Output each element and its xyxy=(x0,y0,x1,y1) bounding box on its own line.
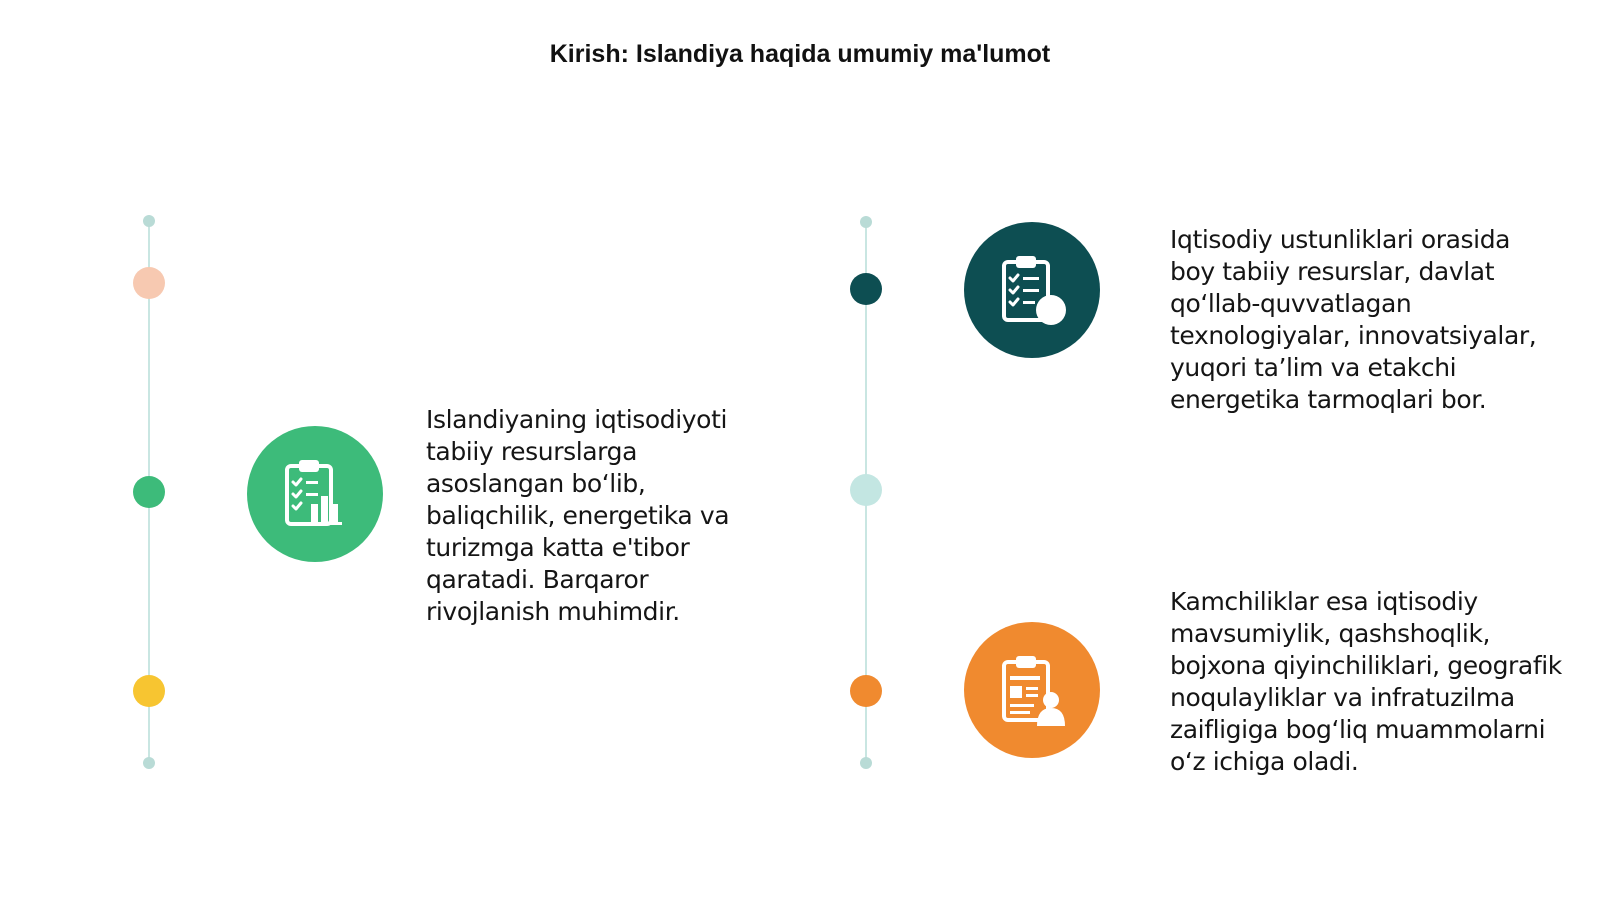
timeline-dot-light-teal xyxy=(850,474,882,506)
timeline-right xyxy=(846,0,886,900)
clipboard-bar-chart-icon xyxy=(275,454,355,534)
item-3-icon-badge xyxy=(964,622,1100,758)
item-2-icon-badge xyxy=(964,222,1100,358)
clipboard-user-icon xyxy=(992,650,1072,730)
timeline-start-dot xyxy=(143,215,155,227)
timeline-end-dot xyxy=(860,757,872,769)
timeline-dot-green xyxy=(133,476,165,508)
timeline-dot-peach xyxy=(133,267,165,299)
item-3-description: Kamchiliklar esa iqtisodiy mavsumiylik, qashshoqlik, bojxona qiyinchiliklari, geografik noqulayliklar va infratuzilma zaifligiga bog‘liq muammolarni o‘z ichiga oladi. xyxy=(1170,587,1562,776)
timeline-left xyxy=(129,0,169,900)
timeline-dot-yellow xyxy=(133,675,165,707)
timeline-dot-dark-teal xyxy=(850,273,882,305)
timeline-start-dot xyxy=(860,216,872,228)
item-2-description: Iqtisodiy ustunliklari orasida boy tabiiy resurslar, davlat qo‘llab-quvvatlagan texnologiyalar, innovatsiyalar, yuqori ta’lim va etakchi energetika tarmoqlari bor. xyxy=(1170,225,1537,414)
timeline-dot-orange xyxy=(850,675,882,707)
clipboard-checklist-icon xyxy=(992,250,1072,330)
page-title: Kirish: Islandiya haqida umumiy ma'lumot xyxy=(549,40,1051,68)
item-1-description: Islandiyaning iqtisodiyoti tabiiy resurslarga asoslangan bo‘lib, baliqchilik, energetika va turizmga katta e'tibor qaratadi. Barqaror rivojlanish muhimdir. xyxy=(426,405,730,626)
item-1-icon-badge xyxy=(247,426,383,562)
timeline-end-dot xyxy=(143,757,155,769)
